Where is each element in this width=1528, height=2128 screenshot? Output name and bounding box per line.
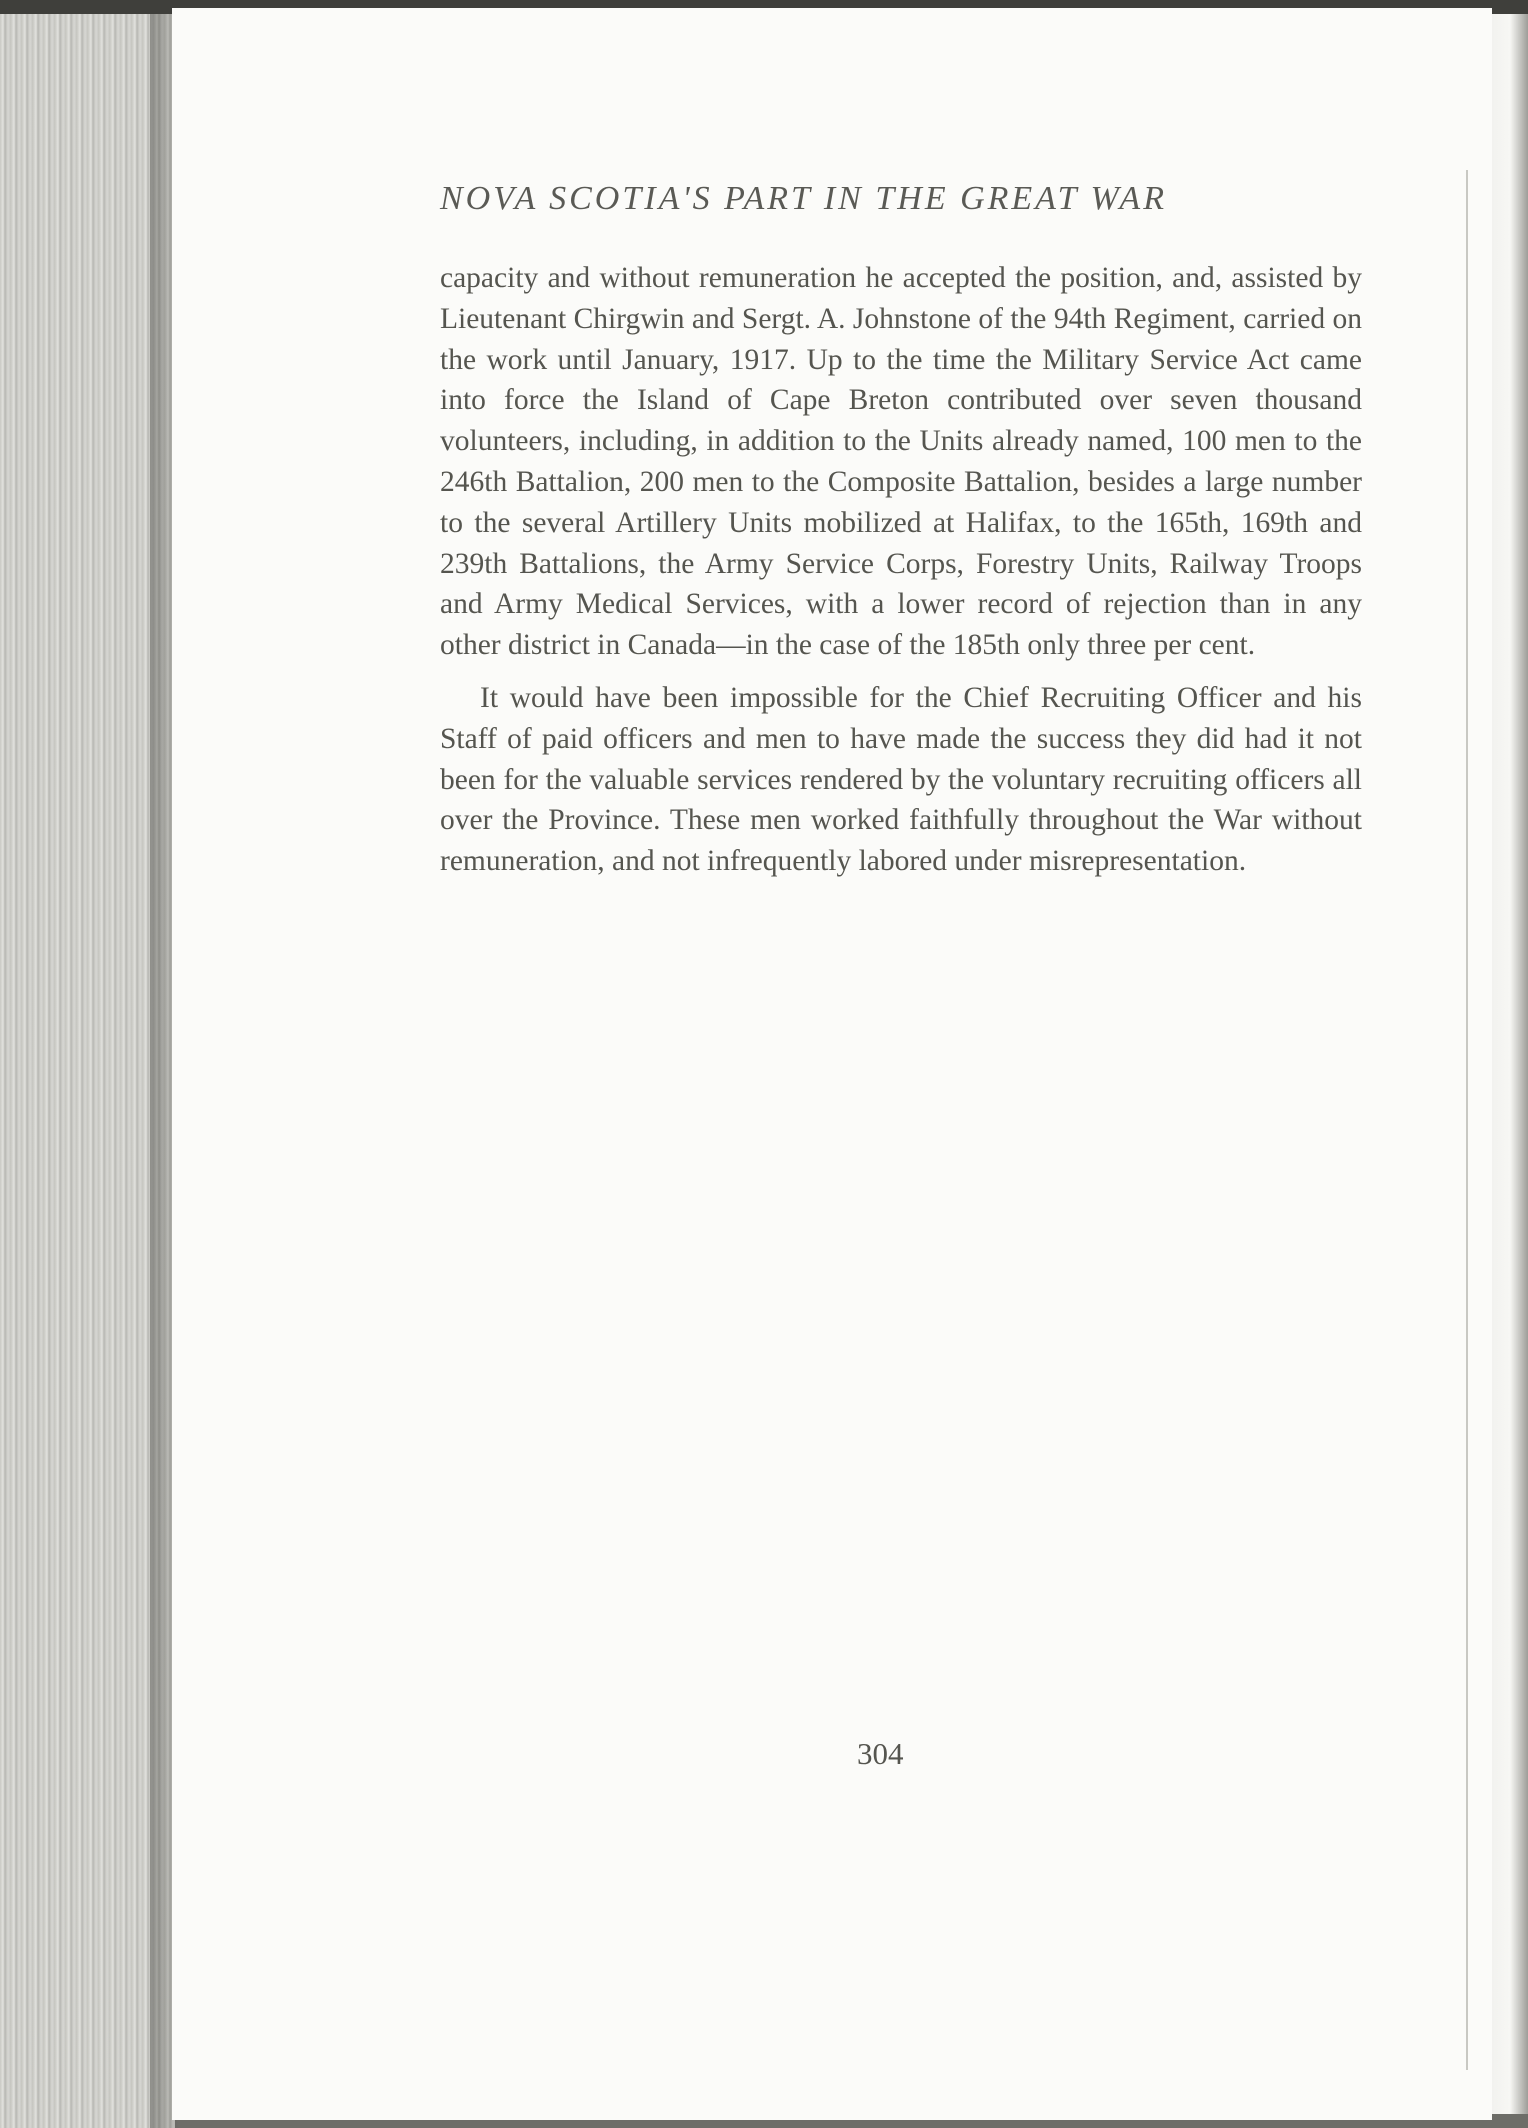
page-fold-line [1466, 170, 1468, 2070]
book-page-edges [0, 0, 175, 2128]
page-number: 304 [857, 1736, 904, 1771]
running-head: NOVA SCOTIA'S PART IN THE GREAT WAR [440, 180, 1167, 217]
paragraph-recruiting-officers: It would have been impossible for the Chief Recruiting Officer and his Staff of paid officers and men to have made the success they did had it not been for the valuable services rendered by the voluntary recruiting officers all over the Province. These men worked faithfully throughout the War without remuneration, and not infrequently labored under misrepresentation. [440, 681, 1362, 878]
paragraph-continued: capacity and without remuneration he accepted the position, and, assisted by Lieutenant Chirgwin and Sergt. A. Johnstone of the 94th Regiment, carried on the work until January, 1917. Up to the time the Military Service Act came into force the Island of Cape Breton contributed over seven thousand volunteers, including, in addition to the Units already named, 100 men to the 246th Battalion, 200 men to the Composite Battalion, besides a large number to the several Artillery Units mobilized at Halifax, to the 165th, 169th and 239th Battalions, the Army Service Corps, Forestry Units, Railway Troops and Army Medical Services, with a lower record of rejection than in any other district in Canada—in the case of the 185th only three per cent. [440, 262, 1362, 662]
next-page-edge [1492, 14, 1528, 2114]
body-text [440, 258, 1362, 882]
